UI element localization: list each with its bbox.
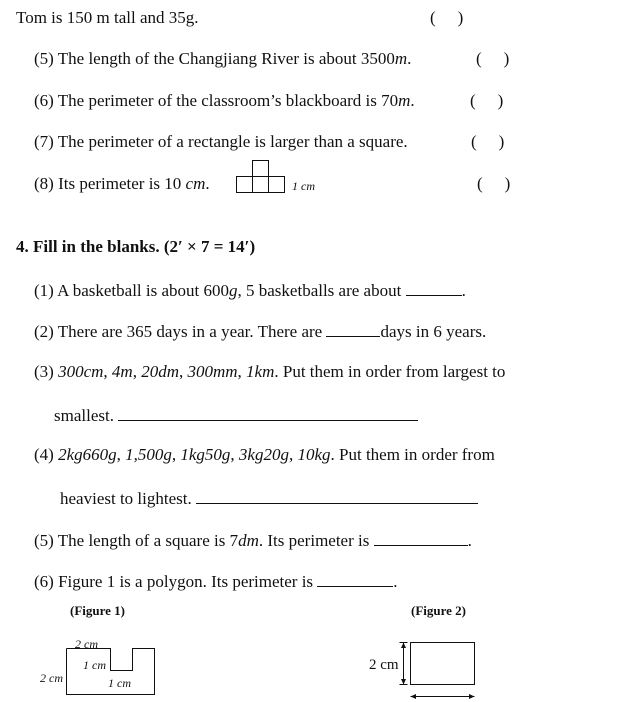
- judge-item-tom: Tom is 150 m tall and 35g.: [16, 8, 199, 27]
- question-3-cont: smallest.: [54, 404, 418, 426]
- grid-figure: [236, 158, 292, 194]
- answer-parentheses[interactable]: ( ): [470, 91, 504, 110]
- judge-item-7: (7) The perimeter of a rectangle is larger than a square.: [34, 132, 408, 151]
- figure-1-top-label: 2 cm: [75, 637, 98, 651]
- question-2: (2) There are 365 days in a year. There are days in 6 years.: [34, 322, 487, 341]
- judge-item-5: (5) The length of the Changjiang River is about 3500m.: [34, 49, 412, 68]
- answer-parentheses[interactable]: ( ): [477, 174, 511, 193]
- answer-blank[interactable]: [326, 320, 380, 337]
- judge-item-8: (8) Its perimeter is 10 cm.: [34, 174, 210, 193]
- judge-item-6: (6) The perimeter of the classroom’s blackboard is 70m.: [34, 91, 415, 110]
- grid-unit-label: 1 cm: [292, 179, 315, 193]
- question-5: (5) The length of a square is 7dm. Its perimeter is .: [34, 531, 472, 550]
- answer-blank[interactable]: [196, 487, 478, 504]
- question-6: (6) Figure 1 is a polygon. Its perimeter is .: [34, 572, 398, 591]
- figure-2-caption: (Figure 2): [411, 603, 466, 618]
- figure-1-inner-label: 1 cm: [83, 658, 106, 672]
- question-4-cont: heaviest to lightest.: [60, 487, 478, 509]
- answer-parentheses[interactable]: ( ): [476, 49, 510, 68]
- answer-blank[interactable]: [406, 279, 462, 296]
- question-1: (1) A basketball is about 600g, 5 basketballs are about .: [34, 281, 466, 300]
- figure-2-rectangle: [398, 640, 488, 700]
- figure-1-bottom-label: 1 cm: [108, 676, 131, 690]
- question-3: (3) 300cm, 4m, 20dm, 300mm, 1km. Put them in order from largest to: [34, 362, 506, 381]
- answer-parentheses[interactable]: ( ): [471, 132, 505, 151]
- figure-2-left-label: 2 cm: [369, 657, 399, 673]
- section-heading: 4. Fill in the blanks. (2′ × 7 = 14′): [16, 237, 256, 256]
- figure-1-caption: (Figure 1): [70, 603, 125, 618]
- question-4: (4) 2kg660g, 1,500g, 1kg50g, 3kg20g, 10kg. Put them in order from: [34, 445, 495, 464]
- answer-blank[interactable]: [374, 529, 468, 546]
- answer-blank[interactable]: [118, 404, 418, 421]
- answer-blank[interactable]: [317, 570, 393, 587]
- answer-parentheses[interactable]: ( ): [430, 8, 464, 27]
- figure-1-left-label: 2 cm: [40, 671, 63, 685]
